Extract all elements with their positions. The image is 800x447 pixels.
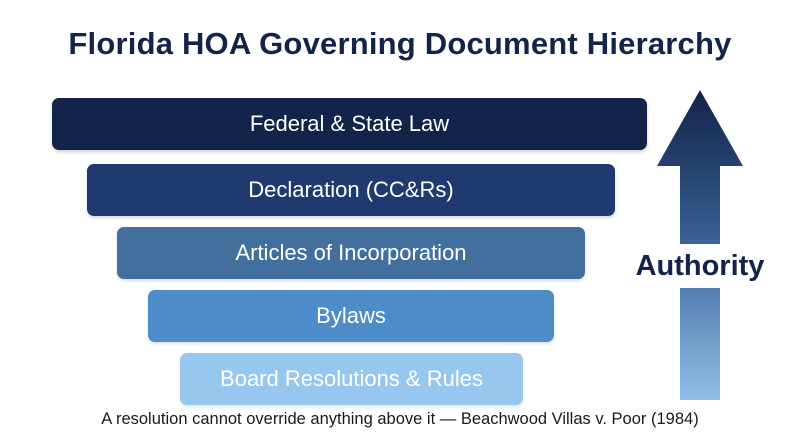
tier-articles-of-incorporation: Articles of Incorporation [117, 227, 585, 279]
tier-declaration: Declaration (CC&Rs) [87, 164, 615, 216]
diagram-title: Florida HOA Governing Document Hierarchy [68, 26, 732, 61]
caption: A resolution cannot override anything above it — Beachwood Villas v. Poor (1984) [101, 410, 699, 428]
authority-label: Authority [616, 244, 784, 288]
tier-federal-state-law: Federal & State Law [52, 98, 647, 150]
tier-board-resolutions-rules: Board Resolutions & Rules [180, 353, 523, 405]
tier-bylaws: Bylaws [148, 290, 554, 342]
